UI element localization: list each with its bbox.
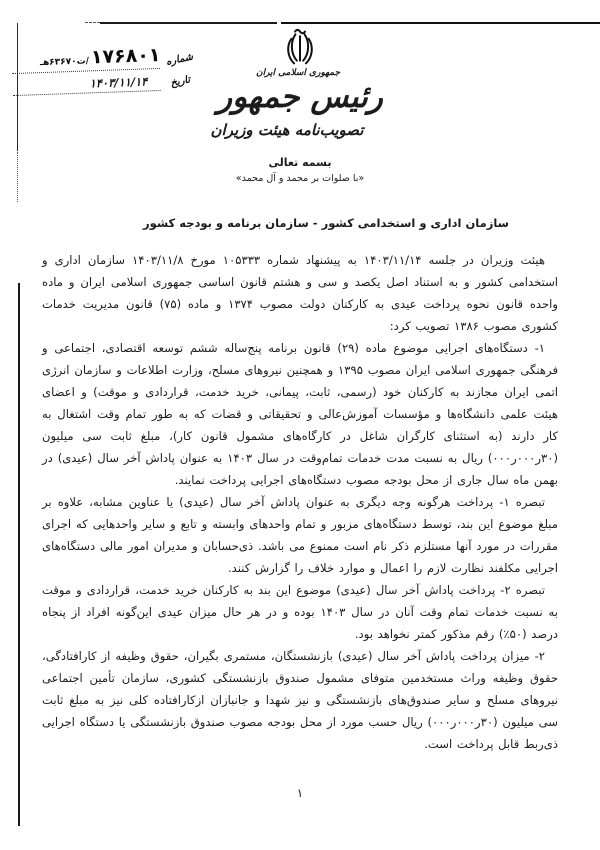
top-rule-left-segment [100,22,277,24]
decree-title-calligraphy: تصویب‌نامه هیئت وزیران [210,120,364,139]
body-paragraph-note-2: تبصره ۲- پرداخت پاداش آخر سال (عیدی) موضوع این بند به کارکنان خرید خدمت، قراردادی و موقت به نسبت خدمات تمام وقت آنان در سال ۱۴۰۳ بوده و در هر حال میزان عیدی این‌گونه افراد از پنجاه درصد (۵۰٪) رقم مذکور کمتر نخواهد بود. [42,583,558,641]
republic-title: جمهوری اسلامی ایران [255,68,341,78]
date-label: تاریخ [169,74,192,90]
page-number: ۱ [296,786,304,800]
body-paragraph-intro: هیئت وزیران در جلسه ۱۴۰۳/۱۱/۱۴ به پیشنهاد شماره ۱۰۵۳۳۳ مورخ ۱۴۰۳/۱۱/۸ سازمان اداری و استخدامی کشور و به استناد اصل یکصد و سی و هشتم قانون اساسی جمهوری اسلامی ایران و ماده واحده قانون نحوه پرداخت عیدی به کارکنان دولت مصوب ۱۳۷۴ و ماده (۷۵) قانون مدیریت خدمات کشوری مصوب ۱۳۸۶ تصویب کرد: [42,253,558,333]
bismillah-line: بسمه تعالی [268,155,332,169]
decree-date: ۱۴۰۳/۱۱/۱۴ [89,74,148,91]
body-paragraph-note-1: تبصره ۱- پرداخت هرگونه وجه دیگری به عنوان پاداش آخر سال (عیدی) یا عناوین مشابه، علاوه بر مبلغ موضوع این بند، توسط دستگاه‌های مزبور و تمام واحدهای وابسته و تابع و سایر واحدهایی که اجرای مقررات در مورد آنها مستلزم ذکر نام است ممنوع می باشد. ذی‌حسابان و مدیران امور مالی دستگاه‌های اجرایی مکلفند نظارت لازم را اعمال و موارد خلاف را گزارش کنند. [42,495,558,575]
body-paragraph-clause-2: ۲- میزان پرداخت پاداش آخر سال (عیدی) بازنشستگان، مستمری بگیران، حقوق وظیفه از کارافتادگی، حقوق وظیفه وراث مستخدمین متوفای مشمول صندوق بازنشستگی کشوری، سازمان تأمین اجتماعی نیروهای مسلح و سایر صندوق‌های بازنشستگی و نیز شهدا و جانبازان ازکارافتاده کلی نیز به مبلغ ثابت سی میلیون (۳۰ر۰۰۰ر۰۰۰) ریال حسب مورد از محل بودجه مصوب صندوق بازنشستگی یا دستگاه اجرایی ذی‌ربط قابل پرداخت است. [42,649,558,751]
addressee-line: سازمان اداری و استخدامی کشور - سازمان برنامه و بودجه کشور [143,216,509,230]
top-rule-right-segment [281,22,600,24]
top-rule-dashes [85,22,100,23]
iran-emblem-icon [283,27,317,67]
body-paragraph-clause-1: ۱- دستگاه‌های اجرایی موضوع ماده (۲۹) قانون برنامه پنج‌ساله ششم توسعه اقتصادی، اجتماعی و فرهنگی جمهوری اسلامی ایران مصوب ۱۳۹۵ و همچنین نیروهای مسلح، وزارت اطلاعات و سازمان انرژی اتمی ایران مجازند به کارکنان خود (رسمی، ثابت، پیمانی، خرید خدمت، قراردادی و موقت) و اعضای هیئت علمی دانشگاه‌ها و مؤسسات آموزش‌عالی و تحقیقاتی و قضات که به طور تمام وقت اشتغال به کار دارند (به استثنای کارگران شاغل در کارگاه‌های مشمول قانون کار)، مبلغ ثابت سی میلیون (۳۰ر۰۰۰ر۰۰۰) ریال به نسبت مدت خدمات تمام‌وقت در سال ۱۴۰۳ به عنوان پاداش آخر سال (عیدی) در بهمن ماه سال جاری از محل بودجه مصوب دستگاه‌های اجرایی پرداخت نمایند. [42,341,558,487]
president-calligraphy: رئیس جمهور [217,79,383,115]
decree-body [42,249,558,755]
decree-number-suffix: /ت۶۳۶۷۰هـ [39,56,90,69]
letterhead [0,27,600,184]
left-margin-line-bottom [18,283,20,826]
decree-number-main: ۱۷۶۸۰۱ [90,43,161,69]
salawat-line: «با صلوات بر محمد و آل محمد» [235,172,365,184]
number-label: شماره [165,51,195,68]
